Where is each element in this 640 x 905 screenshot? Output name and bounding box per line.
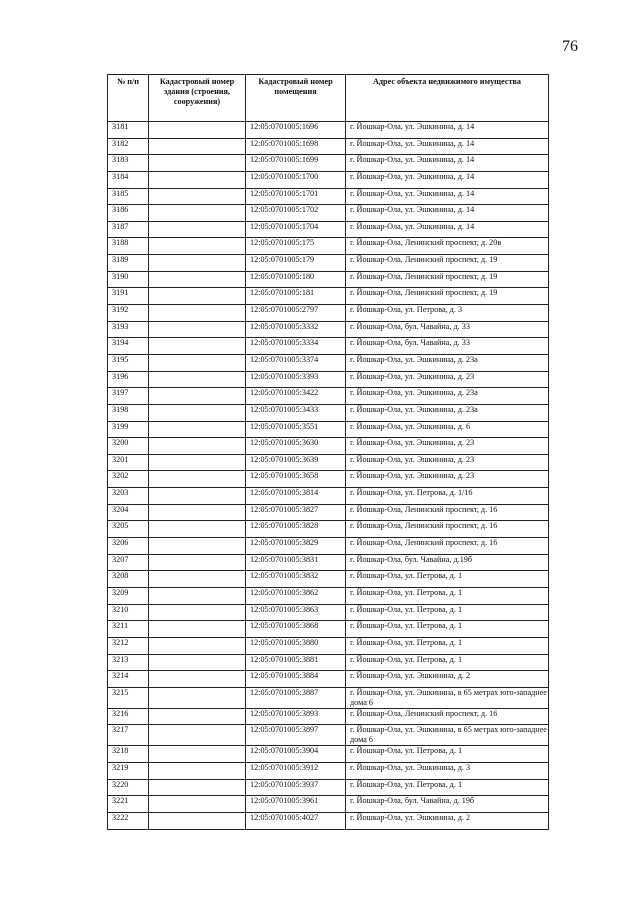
table-row — [108, 779, 549, 796]
property-registry-table — [107, 74, 549, 830]
address-cell: г. Йошкар-Ола, бул. Чавайна, д. 33 — [346, 321, 549, 338]
row-number-cell: 3203 — [108, 488, 149, 505]
row-number-cell: 3205 — [108, 521, 149, 538]
building-cadastral-cell — [149, 354, 246, 371]
row-number-cell: 3187 — [108, 221, 149, 238]
premises-cadastral-cell: 12:05:0701005:1698 — [246, 138, 346, 155]
row-number-cell: 3199 — [108, 421, 149, 438]
premises-cadastral-cell: 12:05:0701005:3639 — [246, 454, 346, 471]
address-cell: г. Йошкар-Ола, Ленинский проспект, д. 16 — [346, 504, 549, 521]
row-number-cell: 3217 — [108, 725, 149, 746]
row-number-cell: 3181 — [108, 122, 149, 139]
table-row — [108, 671, 549, 688]
premises-cadastral-cell: 12:05:0701005:3422 — [246, 388, 346, 405]
address-cell: г. Йошкар-Ола, ул. Эшкинина, д. 23а — [346, 388, 549, 405]
table-row — [108, 271, 549, 288]
premises-cadastral-cell: 12:05:0701005:3630 — [246, 438, 346, 455]
premises-cadastral-cell: 12:05:0701005:4027 — [246, 812, 346, 829]
address-cell: г. Йошкар-Ола, ул. Эшкинина, в 65 метрах юго-западнее дома 6 — [346, 725, 549, 746]
building-cadastral-cell — [149, 654, 246, 671]
building-cadastral-cell — [149, 708, 246, 725]
building-cadastral-cell — [149, 725, 246, 746]
address-cell: г. Йошкар-Ола, ул. Эшкинина, д. 23 — [346, 454, 549, 471]
premises-cadastral-cell: 12:05:0701005:3827 — [246, 504, 346, 521]
premises-cadastral-cell: 12:05:0701005:181 — [246, 288, 346, 305]
table-row — [108, 812, 549, 829]
table-row — [108, 521, 549, 538]
premises-cadastral-cell: 12:05:0701005:3814 — [246, 488, 346, 505]
premises-cadastral-cell: 12:05:0701005:3904 — [246, 746, 346, 763]
address-cell: г. Йошкар-Ола, ул. Эшкинина, д. 14 — [346, 171, 549, 188]
address-cell: г. Йошкар-Ола, ул. Эшкинина, д. 14 — [346, 188, 549, 205]
premises-cadastral-cell: 12:05:0701005:3658 — [246, 471, 346, 488]
table-row — [108, 538, 549, 555]
table-row — [108, 708, 549, 725]
premises-cadastral-cell: 12:05:0701005:3828 — [246, 521, 346, 538]
header-building-cadastral-number: Кадастровый номер здания (строения, сооружения) — [149, 75, 246, 122]
table-row — [108, 321, 549, 338]
table-row — [108, 654, 549, 671]
address-cell: г. Йошкар-Ола, ул. Эшкинина, д. 23 — [346, 371, 549, 388]
row-number-cell: 3215 — [108, 687, 149, 708]
row-number-cell: 3186 — [108, 205, 149, 222]
address-cell: г. Йошкар-Ола, Ленинский проспект, д. 16 — [346, 708, 549, 725]
building-cadastral-cell — [149, 763, 246, 780]
premises-cadastral-cell: 12:05:0701005:3868 — [246, 621, 346, 638]
building-cadastral-cell — [149, 488, 246, 505]
address-cell: г. Йошкар-Ола, ул. Петрова, д. 3 — [346, 305, 549, 322]
building-cadastral-cell — [149, 746, 246, 763]
premises-cadastral-cell: 12:05:0701005:3893 — [246, 708, 346, 725]
building-cadastral-cell — [149, 221, 246, 238]
table-row — [108, 205, 549, 222]
row-number-cell: 3185 — [108, 188, 149, 205]
row-number-cell: 3193 — [108, 321, 149, 338]
table-row — [108, 621, 549, 638]
building-cadastral-cell — [149, 238, 246, 255]
building-cadastral-cell — [149, 138, 246, 155]
address-cell: г. Йошкар-Ола, ул. Петрова, д. 1/16 — [346, 488, 549, 505]
address-cell: г. Йошкар-Ола, ул. Эшкинина, д. 14 — [346, 122, 549, 139]
premises-cadastral-cell: 12:05:0701005:3832 — [246, 571, 346, 588]
premises-cadastral-cell: 12:05:0701005:3887 — [246, 687, 346, 708]
row-number-cell: 3222 — [108, 812, 149, 829]
row-number-cell: 3183 — [108, 155, 149, 172]
address-cell: г. Йошкар-Ола, ул. Эшкинина, д. 14 — [346, 205, 549, 222]
building-cadastral-cell — [149, 421, 246, 438]
header-property-address: Адрес объекта недвижимого имущества — [346, 75, 549, 122]
building-cadastral-cell — [149, 122, 246, 139]
building-cadastral-cell — [149, 288, 246, 305]
table-row — [108, 138, 549, 155]
row-number-cell: 3182 — [108, 138, 149, 155]
building-cadastral-cell — [149, 812, 246, 829]
premises-cadastral-cell: 12:05:0701005:1702 — [246, 205, 346, 222]
table-row — [108, 305, 549, 322]
building-cadastral-cell — [149, 371, 246, 388]
building-cadastral-cell — [149, 255, 246, 272]
address-cell: г. Йошкар-Ола, ул. Эшкинина, в 65 метрах юго-западнее дома 6 — [346, 687, 549, 708]
address-cell: г. Йошкар-Ола, ул. Эшкинина, д. 23 — [346, 471, 549, 488]
building-cadastral-cell — [149, 779, 246, 796]
building-cadastral-cell — [149, 538, 246, 555]
table-row — [108, 746, 549, 763]
premises-cadastral-cell: 12:05:0701005:3334 — [246, 338, 346, 355]
building-cadastral-cell — [149, 454, 246, 471]
address-cell: г. Йошкар-Ола, ул. Петрова, д. 1 — [346, 604, 549, 621]
table-row — [108, 421, 549, 438]
building-cadastral-cell — [149, 504, 246, 521]
table-row — [108, 571, 549, 588]
row-number-cell: 3190 — [108, 271, 149, 288]
premises-cadastral-cell: 12:05:0701005:3961 — [246, 796, 346, 813]
row-number-cell: 3218 — [108, 746, 149, 763]
premises-cadastral-cell: 12:05:0701005:3829 — [246, 538, 346, 555]
table-row — [108, 388, 549, 405]
table-row — [108, 238, 549, 255]
table-row — [108, 188, 549, 205]
table-row — [108, 554, 549, 571]
building-cadastral-cell — [149, 404, 246, 421]
building-cadastral-cell — [149, 438, 246, 455]
premises-cadastral-cell: 12:05:0701005:3881 — [246, 654, 346, 671]
premises-cadastral-cell: 12:05:0701005:3897 — [246, 725, 346, 746]
address-cell: г. Йошкар-Ола, бул. Чавайна, д. 33 — [346, 338, 549, 355]
premises-cadastral-cell: 12:05:0701005:1696 — [246, 122, 346, 139]
table-row — [108, 155, 549, 172]
table-row — [108, 763, 549, 780]
row-number-cell: 3213 — [108, 654, 149, 671]
header-row-number: № п/п — [108, 75, 149, 122]
row-number-cell: 3192 — [108, 305, 149, 322]
row-number-cell: 3194 — [108, 338, 149, 355]
building-cadastral-cell — [149, 671, 246, 688]
row-number-cell: 3201 — [108, 454, 149, 471]
premises-cadastral-cell: 12:05:0701005:179 — [246, 255, 346, 272]
premises-cadastral-cell: 12:05:0701005:3863 — [246, 604, 346, 621]
address-cell: г. Йошкар-Ола, Ленинский проспект, д. 20в — [346, 238, 549, 255]
row-number-cell: 3216 — [108, 708, 149, 725]
row-number-cell: 3195 — [108, 354, 149, 371]
row-number-cell: 3219 — [108, 763, 149, 780]
premises-cadastral-cell: 12:05:0701005:3912 — [246, 763, 346, 780]
building-cadastral-cell — [149, 338, 246, 355]
premises-cadastral-cell: 12:05:0701005:3880 — [246, 637, 346, 654]
premises-cadastral-cell: 12:05:0701005:3862 — [246, 587, 346, 604]
building-cadastral-cell — [149, 321, 246, 338]
address-cell: г. Йошкар-Ола, ул. Петрова, д. 1 — [346, 654, 549, 671]
table-row — [108, 587, 549, 604]
table-row — [108, 288, 549, 305]
premises-cadastral-cell: 12:05:0701005:1700 — [246, 171, 346, 188]
row-number-cell: 3202 — [108, 471, 149, 488]
address-cell: г. Йошкар-Ола, ул. Эшкинина, д. 23 — [346, 438, 549, 455]
premises-cadastral-cell: 12:05:0701005:1699 — [246, 155, 346, 172]
building-cadastral-cell — [149, 205, 246, 222]
row-number-cell: 3188 — [108, 238, 149, 255]
row-number-cell: 3212 — [108, 637, 149, 654]
premises-cadastral-cell: 12:05:0701005:1704 — [246, 221, 346, 238]
table-row — [108, 796, 549, 813]
table-row — [108, 504, 549, 521]
row-number-cell: 3210 — [108, 604, 149, 621]
row-number-cell: 3198 — [108, 404, 149, 421]
building-cadastral-cell — [149, 155, 246, 172]
address-cell: г. Йошкар-Ола, ул. Петрова, д. 1 — [346, 637, 549, 654]
address-cell: г. Йошкар-Ола, ул. Петрова, д. 1 — [346, 571, 549, 588]
address-cell: г. Йошкар-Ола, ул. Эшкинина, д. 14 — [346, 155, 549, 172]
address-cell: г. Йошкар-Ола, бул. Чавайна, д.19б — [346, 554, 549, 571]
building-cadastral-cell — [149, 188, 246, 205]
table-row — [108, 255, 549, 272]
row-number-cell: 3189 — [108, 255, 149, 272]
address-cell: г. Йошкар-Ола, ул. Петрова, д. 1 — [346, 746, 549, 763]
building-cadastral-cell — [149, 471, 246, 488]
building-cadastral-cell — [149, 271, 246, 288]
address-cell: г. Йошкар-Ола, Ленинский проспект, д. 16 — [346, 521, 549, 538]
row-number-cell: 3191 — [108, 288, 149, 305]
premises-cadastral-cell: 12:05:0701005:3937 — [246, 779, 346, 796]
building-cadastral-cell — [149, 554, 246, 571]
row-number-cell: 3221 — [108, 796, 149, 813]
premises-cadastral-cell: 12:05:0701005:180 — [246, 271, 346, 288]
row-number-cell: 3208 — [108, 571, 149, 588]
premises-cadastral-cell: 12:05:0701005:3831 — [246, 554, 346, 571]
premises-cadastral-cell: 12:05:0701005:3433 — [246, 404, 346, 421]
address-cell: г. Йошкар-Ола, ул. Эшкинина, д. 2 — [346, 671, 549, 688]
table-row — [108, 221, 549, 238]
premises-cadastral-cell: 12:05:0701005:3393 — [246, 371, 346, 388]
building-cadastral-cell — [149, 171, 246, 188]
table-row — [108, 454, 549, 471]
building-cadastral-cell — [149, 388, 246, 405]
table-row — [108, 438, 549, 455]
building-cadastral-cell — [149, 521, 246, 538]
table-row — [108, 404, 549, 421]
building-cadastral-cell — [149, 604, 246, 621]
header-premises-cadastral-number: Кадастровый номер помещения — [246, 75, 346, 122]
premises-cadastral-cell: 12:05:0701005:175 — [246, 238, 346, 255]
building-cadastral-cell — [149, 796, 246, 813]
address-cell: г. Йошкар-Ола, ул. Эшкинина, д. 6 — [346, 421, 549, 438]
building-cadastral-cell — [149, 637, 246, 654]
address-cell: г. Йошкар-Ола, бул. Чавайна, д. 19б — [346, 796, 549, 813]
table-row — [108, 371, 549, 388]
address-cell: г. Йошкар-Ола, ул. Эшкинина, д. 23а — [346, 354, 549, 371]
row-number-cell: 3184 — [108, 171, 149, 188]
row-number-cell: 3200 — [108, 438, 149, 455]
row-number-cell: 3211 — [108, 621, 149, 638]
row-number-cell: 3207 — [108, 554, 149, 571]
row-number-cell: 3204 — [108, 504, 149, 521]
table-row — [108, 725, 549, 746]
address-cell: г. Йошкар-Ола, ул. Петрова, д. 1 — [346, 621, 549, 638]
address-cell: г. Йошкар-Ола, ул. Петрова, д. 1 — [346, 779, 549, 796]
address-cell: г. Йошкар-Ола, Ленинский проспект, д. 19 — [346, 271, 549, 288]
table-row — [108, 354, 549, 371]
address-cell: г. Йошкар-Ола, ул. Эшкинина, д. 23а — [346, 404, 549, 421]
address-cell: г. Йошкар-Ола, ул. Эшкинина, д. 2 — [346, 812, 549, 829]
row-number-cell: 3196 — [108, 371, 149, 388]
premises-cadastral-cell: 12:05:0701005:3551 — [246, 421, 346, 438]
address-cell: г. Йошкар-Ола, ул. Петрова, д. 1 — [346, 587, 549, 604]
table-row — [108, 488, 549, 505]
address-cell: г. Йошкар-Ола, ул. Эшкинина, д. 14 — [346, 221, 549, 238]
building-cadastral-cell — [149, 687, 246, 708]
table-row — [108, 687, 549, 708]
row-number-cell: 3197 — [108, 388, 149, 405]
table-row — [108, 637, 549, 654]
premises-cadastral-cell: 12:05:0701005:3332 — [246, 321, 346, 338]
premises-cadastral-cell: 12:05:0701005:2797 — [246, 305, 346, 322]
table-row — [108, 471, 549, 488]
table-body — [108, 122, 549, 830]
row-number-cell: 3206 — [108, 538, 149, 555]
table-row — [108, 604, 549, 621]
building-cadastral-cell — [149, 621, 246, 638]
table-row — [108, 171, 549, 188]
building-cadastral-cell — [149, 571, 246, 588]
table-row — [108, 338, 549, 355]
premises-cadastral-cell: 12:05:0701005:3374 — [246, 354, 346, 371]
address-cell: г. Йошкар-Ола, Ленинский проспект, д. 16 — [346, 538, 549, 555]
table-row — [108, 122, 549, 139]
row-number-cell: 3214 — [108, 671, 149, 688]
address-cell: г. Йошкар-Ола, Ленинский проспект, д. 19 — [346, 255, 549, 272]
building-cadastral-cell — [149, 305, 246, 322]
table-header-row — [108, 75, 549, 122]
address-cell: г. Йошкар-Ола, Ленинский проспект, д. 19 — [346, 288, 549, 305]
page-number: 76 — [562, 38, 578, 55]
building-cadastral-cell — [149, 587, 246, 604]
premises-cadastral-cell: 12:05:0701005:1701 — [246, 188, 346, 205]
row-number-cell: 3220 — [108, 779, 149, 796]
address-cell: г. Йошкар-Ола, ул. Эшкинина, д. 14 — [346, 138, 549, 155]
row-number-cell: 3209 — [108, 587, 149, 604]
address-cell: г. Йошкар-Ола, ул. Эшкинина, д. 3 — [346, 763, 549, 780]
premises-cadastral-cell: 12:05:0701005:3884 — [246, 671, 346, 688]
